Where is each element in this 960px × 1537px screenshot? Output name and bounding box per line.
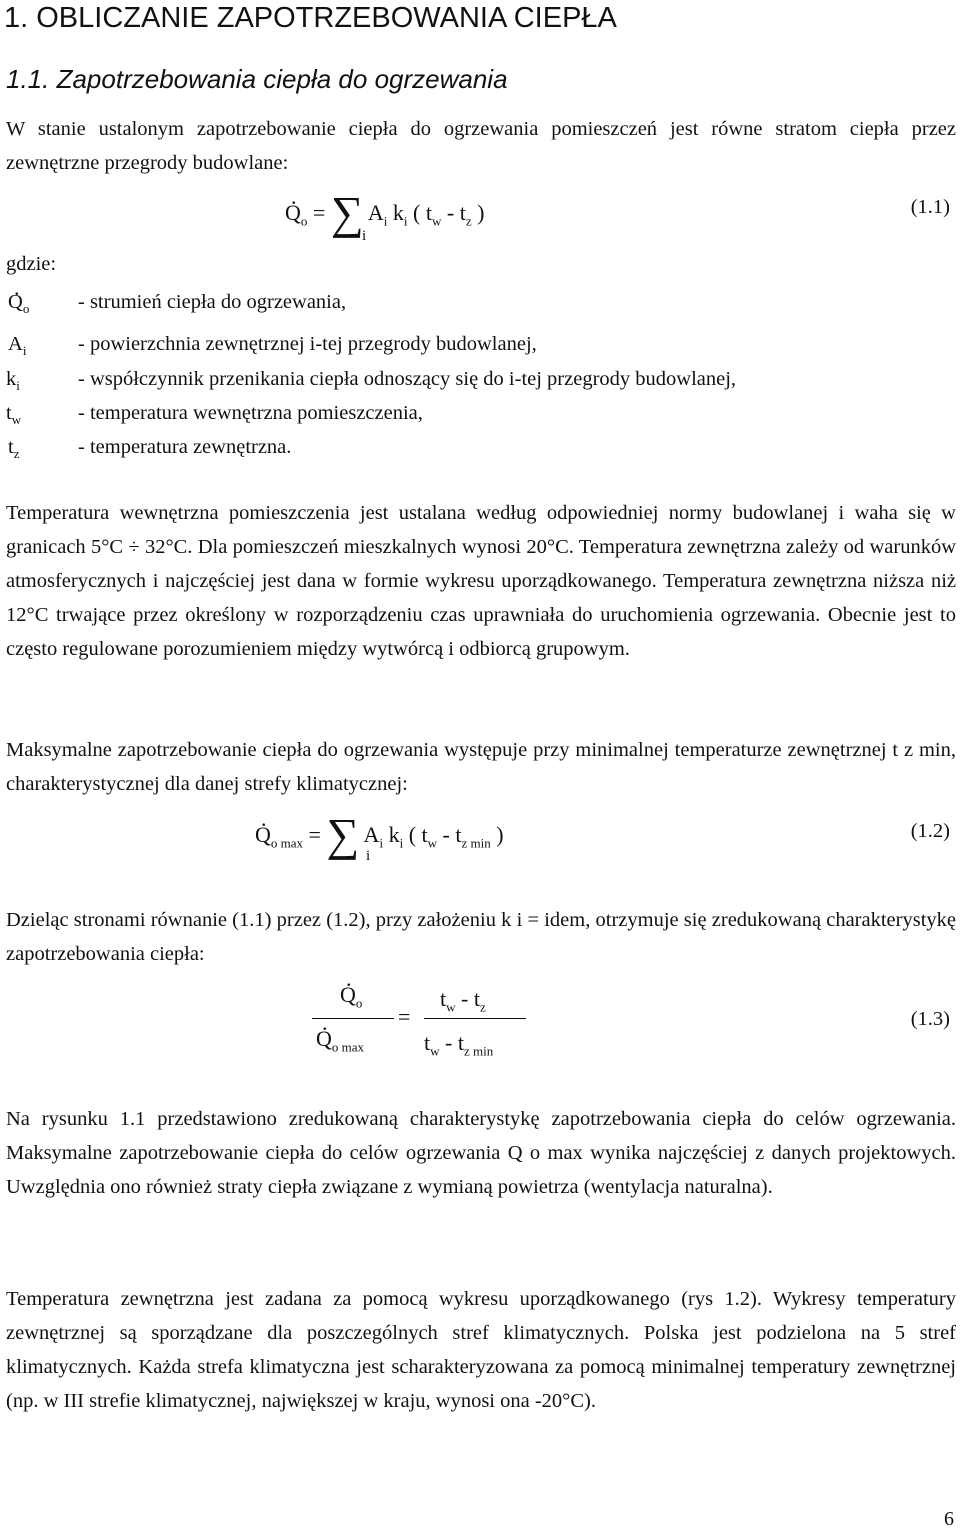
def-text-qo: - strumień ciepła do ogrzewania, [78, 291, 347, 313]
equation-1-2: . $Q_{o max}$ = ∑ $A_i$ $k_i$ ( $t_w - t_{z min}$ ) [255, 808, 504, 861]
paragraph-max-demand: Maksymalne zapotrzebowanie ciepła do ogrzewania występuje przy minimalnej temperaturze zewnętrznej t z min, charakterystycznej dla danej strefy klimatycznej: [6, 739, 956, 795]
def-symbol-ai: $A_i$ [8, 333, 27, 359]
chapter-heading: 1. OBLICZANIE ZAPOTRZEBOWANIA CIEPŁA [4, 2, 617, 34]
equation-number-3: (1.3) [910, 1008, 950, 1030]
sum-index-2: i [366, 848, 371, 864]
paragraph-division: Dzieląc stronami równanie (1.1) przez (1.2), przy założeniu k i = idem, otrzymuje się zredukowaną charakterystykę zapotrzebowania ciepła: [6, 909, 956, 965]
paragraph-climate-zones: Temperatura zewnętrzna jest zadana za pomocą wykresu uporządkowanego (rys 1.2). Wykresy temperatury zewnętrznej są sporządzane dla poszczególnych stref klimatycznych. Polska jest podzielona na 5 stref klimatycznych. Każda strefa klimatyczna jest scharakteryzowana za pomocą minimalnej temperatury zewnętrznej (np. w III strefie klimatycznej, największej w kraju, wynosi ona -20°C). [6, 1288, 956, 1412]
eq3-numerator-left: . $Q_o$ [340, 982, 362, 1011]
eq3-numerator-right: $t_w - t_z$ [440, 986, 486, 1015]
section-heading: 1.1. Zapotrzebowania ciepła do ogrzewania [6, 64, 508, 94]
page-number: 6 [944, 1508, 954, 1530]
eq3-denominator-left: . $Q_{o max}$ [316, 1026, 364, 1055]
def-symbol-tz: $t_z$ [8, 436, 20, 462]
eq3-denominator-right: $t_w - t_{z min}$ [424, 1030, 494, 1059]
def-symbol-qo: . $Q_o$ [8, 291, 29, 317]
def-symbol-tw: $t_w$ [6, 402, 22, 428]
paragraph-figure: Na rysunku 1.1 przedstawiono zredukowaną charakterystykę zapotrzebowania ciepła do celów ogrzewania. Maksymalne zapotrzebowanie ciepła do celów ogrzewania Q o max wynika najczęściej z danych projektowych. Uwzględnia ono również straty ciepła związane z wymianą powietrza (wentylacja naturalna). [6, 1108, 956, 1198]
equation-number-2: (1.2) [910, 820, 950, 842]
def-text-ki: - współczynnik przenikania ciepła odnoszący się do i-tej przegrody budowlanej, [78, 368, 737, 390]
def-text-tw: - temperatura wewnętrzna pomieszczenia, [78, 402, 423, 424]
equation-1-1: . $Q_o$ = ∑ $A_i$ $k_i$ ( $t_w - t_z$ ) [285, 186, 484, 239]
def-text-ai: - powierzchnia zewnętrznej i-tej przegrody budowlanej, [78, 333, 537, 355]
where-label: gdzie: [6, 253, 57, 275]
def-text-tz: - temperatura zewnętrzna. [78, 436, 292, 458]
paragraph-temperatures: Temperatura wewnętrzna pomieszczenia jest ustalana według odpowiedniej normy budowlanej i waha się w granicach 5°C ÷ 32°C. Dla pomieszczeń mieszkalnych wynosi 20°C. Temperatura zewnętrzna zależy od warunków atmosferycznych i najczęściej jest dana w formie wykresu uporządkowanego. Temperatura zewnętrzna niższa niż 12°C trwające przez określony w rozporządzeniu czas uprawniała do uruchomienia ogrzewania. Obecnie jest to często regulowane porozumieniem między wytwórcą i odbiorcą grupowym. [6, 502, 956, 660]
sum-index-1: i [362, 228, 367, 244]
equation-number-1: (1.1) [910, 196, 950, 218]
eq3-equals: = [398, 1004, 411, 1029]
def-symbol-ki: $k_i$ [6, 368, 20, 394]
eq3-fraction-bar-right [424, 1018, 526, 1019]
intro-paragraph: W stanie ustalonym zapotrzebowanie ciepła do ogrzewania pomieszczeń jest równe stratom ciepła przez zewnętrzne przegrody budowlane: [6, 118, 956, 174]
